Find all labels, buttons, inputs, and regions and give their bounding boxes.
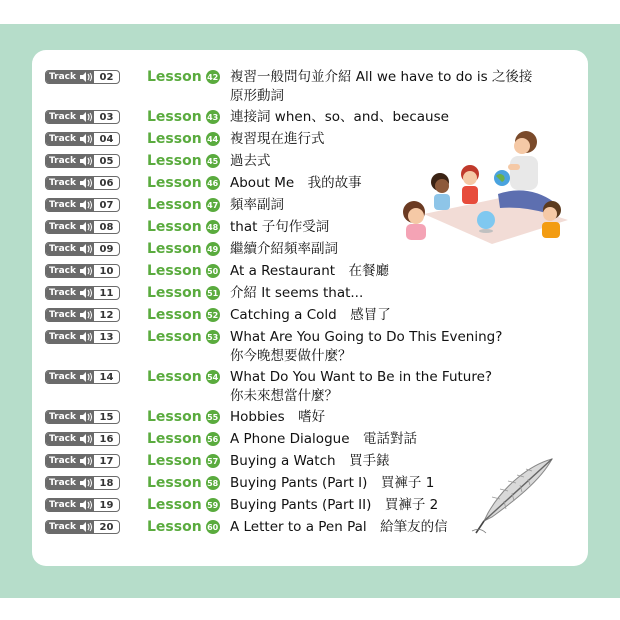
lesson-label bbox=[147, 196, 220, 214]
track-badge[interactable] bbox=[45, 476, 120, 490]
track-label: Track bbox=[49, 332, 76, 342]
lesson-number-badge: 60 bbox=[206, 520, 220, 534]
lesson-number-badge: 59 bbox=[206, 498, 220, 512]
lesson-title-line2: 原形動詞 bbox=[230, 88, 284, 104]
lesson-title-line1: What Are You Going to Do This Evening? bbox=[230, 329, 503, 345]
lesson-title-line2: 你今晚想要做什麼？ bbox=[230, 348, 352, 364]
lesson-word: Lesson bbox=[147, 197, 202, 213]
lesson-title bbox=[230, 430, 417, 449]
lesson-title-line1: 頻率副詞 bbox=[230, 197, 284, 213]
track-number: 20 bbox=[99, 521, 114, 533]
track-label: Track bbox=[49, 178, 76, 188]
lesson-label bbox=[147, 328, 220, 346]
lesson-label bbox=[147, 152, 220, 170]
lesson-number-badge: 43 bbox=[206, 110, 220, 124]
lesson-word: Lesson bbox=[147, 329, 202, 345]
speaker-icon bbox=[80, 310, 92, 320]
lesson-title-line1: 介紹 It seems that... bbox=[230, 285, 364, 301]
lesson-number-badge: 50 bbox=[206, 264, 220, 278]
lesson-title-line1: 過去式 bbox=[230, 153, 271, 169]
track-number: 05 bbox=[99, 155, 114, 167]
track-number: 19 bbox=[99, 499, 114, 511]
track-label: Track bbox=[49, 456, 76, 466]
track-label: Track bbox=[49, 134, 76, 144]
track-label: Track bbox=[49, 372, 76, 382]
lesson-word: Lesson bbox=[147, 369, 202, 385]
lesson-title bbox=[230, 496, 438, 515]
lesson-title bbox=[230, 262, 389, 281]
track-label: Track bbox=[49, 112, 76, 122]
lesson-title bbox=[230, 328, 502, 366]
track-label: Track bbox=[49, 412, 76, 422]
track-label: Track bbox=[49, 478, 76, 488]
speaker-icon bbox=[80, 434, 92, 444]
lesson-number-badge: 47 bbox=[206, 198, 220, 212]
lesson-label bbox=[147, 368, 220, 386]
lesson-title-line1: A Phone Dialogue 電話對話 bbox=[230, 431, 417, 447]
lesson-word: Lesson bbox=[147, 519, 202, 535]
speaker-icon bbox=[80, 456, 92, 466]
lesson-title-line1: 連接詞 when、so、and、because bbox=[230, 109, 449, 125]
lesson-label bbox=[147, 474, 220, 492]
lesson-label bbox=[147, 68, 220, 86]
speaker-icon bbox=[80, 500, 92, 510]
lesson-label bbox=[147, 262, 220, 280]
lesson-title-line1: 複習現在進行式 bbox=[230, 131, 325, 147]
track-badge[interactable] bbox=[45, 70, 120, 84]
lesson-title-line1: A Letter to a Pen Pal 給筆友的信 bbox=[230, 519, 448, 535]
track-number: 10 bbox=[99, 265, 114, 277]
track-number: 12 bbox=[99, 309, 114, 321]
track-label: Track bbox=[49, 156, 76, 166]
track-badge[interactable] bbox=[45, 176, 120, 190]
lesson-number-badge: 46 bbox=[206, 176, 220, 190]
lesson-label bbox=[147, 430, 220, 448]
lesson-word: Lesson bbox=[147, 219, 202, 235]
lesson-number-badge: 57 bbox=[206, 454, 220, 468]
lesson-word: Lesson bbox=[147, 453, 202, 469]
track-number: 18 bbox=[99, 477, 114, 489]
lesson-title-line1: About Me 我的故事 bbox=[230, 175, 362, 191]
track-number: 02 bbox=[99, 71, 114, 83]
speaker-icon bbox=[80, 244, 92, 254]
speaker-icon bbox=[80, 134, 92, 144]
track-badge[interactable] bbox=[45, 308, 120, 322]
track-number: 07 bbox=[99, 199, 114, 211]
track-label: Track bbox=[49, 310, 76, 320]
lesson-number-badge: 45 bbox=[206, 154, 220, 168]
lesson-word: Lesson bbox=[147, 409, 202, 425]
lesson-title bbox=[230, 240, 338, 259]
lesson-number-badge: 52 bbox=[206, 308, 220, 322]
lesson-word: Lesson bbox=[147, 263, 202, 279]
speaker-icon bbox=[80, 372, 92, 382]
track-badge[interactable] bbox=[45, 198, 120, 212]
track-number: 17 bbox=[99, 455, 114, 467]
lesson-word: Lesson bbox=[147, 175, 202, 191]
lesson-number-badge: 51 bbox=[206, 286, 220, 300]
track-label: Track bbox=[49, 288, 76, 298]
speaker-icon bbox=[80, 112, 92, 122]
track-badge[interactable] bbox=[45, 154, 120, 168]
lesson-title bbox=[230, 284, 363, 303]
lesson-number-badge: 53 bbox=[206, 330, 220, 344]
track-number: 06 bbox=[99, 177, 114, 189]
lesson-title-line1: 繼續介紹頻率副詞 bbox=[230, 241, 338, 257]
speaker-icon bbox=[80, 266, 92, 276]
track-number: 16 bbox=[99, 433, 114, 445]
lesson-title-line1: Buying a Watch 買手錶 bbox=[230, 453, 390, 469]
track-number: 08 bbox=[99, 221, 114, 233]
lesson-label bbox=[147, 284, 220, 302]
track-badge[interactable] bbox=[45, 520, 120, 534]
lesson-number-badge: 44 bbox=[206, 132, 220, 146]
lesson-label bbox=[147, 408, 220, 426]
track-number: 15 bbox=[99, 411, 114, 423]
lesson-title bbox=[230, 518, 448, 537]
lesson-title-line1: What Do You Want to Be in the Future? bbox=[230, 369, 493, 385]
track-label: Track bbox=[49, 266, 76, 276]
feather-quill-icon bbox=[470, 455, 560, 539]
lesson-title bbox=[230, 452, 390, 471]
lesson-word: Lesson bbox=[147, 475, 202, 491]
track-label: Track bbox=[49, 522, 76, 532]
speaker-icon bbox=[80, 72, 92, 82]
lesson-number-badge: 58 bbox=[206, 476, 220, 490]
track-label: Track bbox=[49, 200, 76, 210]
lesson-title bbox=[230, 368, 492, 406]
lesson-label bbox=[147, 306, 220, 324]
track-label: Track bbox=[49, 434, 76, 444]
track-label: Track bbox=[49, 72, 76, 82]
lesson-title-line1: 複習一般問句並介紹 All we have to do is 之後接 bbox=[230, 69, 533, 85]
lesson-label bbox=[147, 218, 220, 236]
speaker-icon bbox=[80, 288, 92, 298]
lesson-label bbox=[147, 452, 220, 470]
lesson-number-badge: 48 bbox=[206, 220, 220, 234]
lesson-number-badge: 42 bbox=[206, 70, 220, 84]
lesson-word: Lesson bbox=[147, 153, 202, 169]
track-number: 14 bbox=[99, 371, 114, 383]
lesson-label bbox=[147, 518, 220, 536]
track-badge[interactable] bbox=[45, 410, 120, 424]
track-badge[interactable] bbox=[45, 242, 120, 256]
lesson-title bbox=[230, 152, 271, 171]
track-badge[interactable] bbox=[45, 370, 120, 384]
lesson-word: Lesson bbox=[147, 497, 202, 513]
lesson-title bbox=[230, 408, 325, 427]
track-number: 13 bbox=[99, 331, 114, 343]
lesson-number-badge: 55 bbox=[206, 410, 220, 424]
track-label: Track bbox=[49, 244, 76, 254]
track-badge[interactable] bbox=[45, 132, 120, 146]
track-badge[interactable] bbox=[45, 498, 120, 512]
lesson-title bbox=[230, 130, 325, 149]
track-badge[interactable] bbox=[45, 454, 120, 468]
speaker-icon bbox=[80, 478, 92, 488]
speaker-icon bbox=[80, 178, 92, 188]
lesson-number-badge: 54 bbox=[206, 370, 220, 384]
lesson-label bbox=[147, 130, 220, 148]
lesson-title bbox=[230, 306, 391, 325]
track-number: 09 bbox=[99, 243, 114, 255]
lesson-word: Lesson bbox=[147, 431, 202, 447]
track-badge[interactable] bbox=[45, 286, 120, 300]
track-label: Track bbox=[49, 500, 76, 510]
lesson-number-badge: 56 bbox=[206, 432, 220, 446]
track-number: 03 bbox=[99, 111, 114, 123]
lesson-word: Lesson bbox=[147, 131, 202, 147]
track-badge[interactable] bbox=[45, 220, 120, 234]
speaker-icon bbox=[80, 156, 92, 166]
lesson-title bbox=[230, 68, 532, 106]
lesson-word: Lesson bbox=[147, 109, 202, 125]
speaker-icon bbox=[80, 332, 92, 342]
lesson-word: Lesson bbox=[147, 307, 202, 323]
classroom-illustration bbox=[388, 128, 574, 250]
track-badge[interactable] bbox=[45, 264, 120, 278]
lesson-title bbox=[230, 474, 434, 493]
lesson-word: Lesson bbox=[147, 241, 202, 257]
lesson-number-badge: 49 bbox=[206, 242, 220, 256]
speaker-icon bbox=[80, 222, 92, 232]
lesson-label bbox=[147, 108, 220, 126]
lesson-title-line1: Catching a Cold 感冒了 bbox=[230, 307, 391, 323]
track-badge[interactable] bbox=[45, 110, 120, 124]
speaker-icon bbox=[80, 200, 92, 210]
lesson-title bbox=[230, 218, 329, 237]
lesson-title bbox=[230, 174, 362, 193]
track-number: 04 bbox=[99, 133, 114, 145]
lesson-title-line1: At a Restaurant 在餐廳 bbox=[230, 263, 390, 279]
track-badge[interactable] bbox=[45, 330, 120, 344]
lesson-word: Lesson bbox=[147, 69, 202, 85]
lesson-label bbox=[147, 496, 220, 514]
speaker-icon bbox=[80, 522, 92, 532]
lesson-title-line1: Buying Pants (Part II) 買褲子 2 bbox=[230, 497, 439, 513]
lesson-label bbox=[147, 240, 220, 258]
lesson-title-line1: Hobbies 嗜好 bbox=[230, 409, 326, 425]
track-badge[interactable] bbox=[45, 432, 120, 446]
lesson-title-line1: that 子句作受詞 bbox=[230, 219, 330, 235]
track-number: 11 bbox=[99, 287, 114, 299]
lesson-title-line1: Buying Pants (Part I) 買褲子 1 bbox=[230, 475, 435, 491]
lesson-title bbox=[230, 108, 449, 127]
lesson-label bbox=[147, 174, 220, 192]
track-label: Track bbox=[49, 222, 76, 232]
lesson-word: Lesson bbox=[147, 285, 202, 301]
speaker-icon bbox=[80, 412, 92, 422]
lesson-title bbox=[230, 196, 284, 215]
lesson-title-line2: 你未來想當什麼？ bbox=[230, 388, 338, 404]
